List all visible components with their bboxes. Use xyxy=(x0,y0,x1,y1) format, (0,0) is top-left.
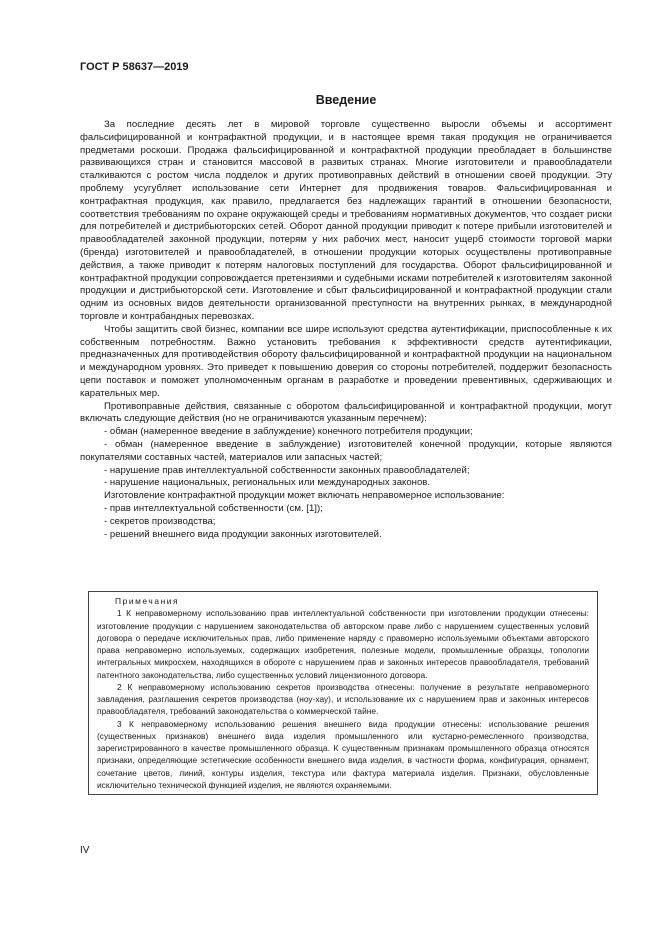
list-item: - нарушение национальных, региональных или международных законов. xyxy=(104,477,431,489)
page-number: IV xyxy=(80,845,90,856)
notes-box xyxy=(88,591,598,795)
note-item: 1 К неправомерному использованию прав интеллектуальной собственности при изготовлении продукции отнесены: изготовление продукции с нарушением законодательства об авторском праве либо с нарушением существенных условий договора о передаче исключительных прав, либо применение наряду с правомерно используемыми объектами авторского права неправомерно используемых, содержащих изобретения, полезные модели, промышленные образцы, топологии интегральных микросхем, находящихся в обороте с нарушением прав и законных интересов правообладателя, требований патентного законодательства, либо существенных условий лицензионного договора. xyxy=(97,608,589,680)
note-item: 3 К неправомерному использованию решения внешнего вида продукции отнесены: использование решения (существенных признаков) внешнего вида изделия промышленного или кустарно-ремесленного производства, зарегистрированного в качестве промышленного образца. К существенным признакам промышленного образца относятся признаки, определяющие эстетические особенности внешнего вида изделия, в частности форма, конфигурация, орнамент, сочетание цветов, линий, контуры изделия, текстура или фактура материала изделия. Признаки, обусловленные исключительно технической функцией изделия, не являются охраняемыми. xyxy=(97,718,589,790)
paragraph: За последние десять лет в мировой торговле существенно выросли объемы и ассортимент фальсифицированной и контрафактной продукции, и в настоящее время такая продукция не ограничивается предметами роскоши. Продажа фальсифицированной и контрафактной продукции преобладает в большинстве развивающихся стран и становится массовой в развитых странах. Многие изготовители и правообладатели сталкиваются с ростом числа подделок и других противоправных действий в отношении своей продукции. Эту проблему усугубляет использование сети Интернет для продвижения товаров. Фальсифицированная и контрафактная продукция, как правило, предлагается без надлежащих гарантий в отношении безопасности, соответствия требованиям по охране окружающей среды и требованиям нормативных документов, что создает риски для потребителей и дистрибьюторских сетей. Оборот данной продукции приводит к потере прибыли изготовителей и правообладателей законной продукции, потерям у них рабочих мест, наносит ущерб стоимости торговой марки (бренда) изготовителей и правообладателей, в отношении продукции которых осуществлены противоправные действия, а также приводит к потерям налоговых поступлений для государства. Оборот фальсифицированной и контрафактной продукции сопровождается претензиями и судебными исками потребителей к изготовителям законной продукции и дистрибьюторской сети. Изготовление и сбыт фальсифицированной и контрафактной продукции стали одним из основных видов деятельности организованной преступности на внутренних рынках, в международной торговле и контрабандных перевозках. xyxy=(80,119,612,322)
paragraph: Чтобы защитить свой бизнес, компании все шире используют средства аутентификации, приспособленные к их собственным потребностям. Важно установить требования к эффективности средств аутентификации, предназначенных для противодействия обороту фальсифицированной и контрафактной продукции на национальном и международном уровнях. Это приведет к повышению доверия со стороны потребителей, поддержит безопасность цепи поставок и поможет уполномоченным органам в разработке и проведении превентивных, сдерживающих и карательных мер. xyxy=(80,323,612,399)
note-item: 2 К неправомерному использованию секретов производства отнесены: получение в результате неправомерного завладения, разглашения секретов производства (ноу-хау), и использование их с нарушением прав и законных интересов правообладателя, требований законодательства о коммерческой тайне. xyxy=(97,681,589,717)
list-item: - обман (намеренное введение в заблуждение) изготовителей конечной продукции, которые являются покупателями составных частей, материалов или запасных частей; xyxy=(80,438,612,463)
notes-title: Примечания xyxy=(115,596,180,606)
list-item: - обман (намеренное введение в заблуждение) конечного потребителя продукции; xyxy=(104,426,473,438)
standard-code: ГОСТ Р 58637—2019 xyxy=(80,61,189,73)
paragraph: Противоправные действия, связанные с оборотом фальсифицированной и контрафактной продукции, могут включать следующие действия (но не ограничиваются указанным перечнем): xyxy=(80,400,612,425)
introduction-body xyxy=(80,119,612,541)
list-item: - решений внешнего вида продукции законных изготовителей. xyxy=(104,528,382,540)
section-title: Введение xyxy=(315,93,377,107)
paragraph: Изготовление контрафактной продукции может включать неправомерное использование: xyxy=(104,490,505,502)
list-item: - нарушение прав интеллектуальной собственности законных правообладателей; xyxy=(104,464,470,476)
list-item: - прав интеллектуальной собственности (см. [1]); xyxy=(104,502,323,514)
list-item: - секретов производства; xyxy=(104,515,216,527)
